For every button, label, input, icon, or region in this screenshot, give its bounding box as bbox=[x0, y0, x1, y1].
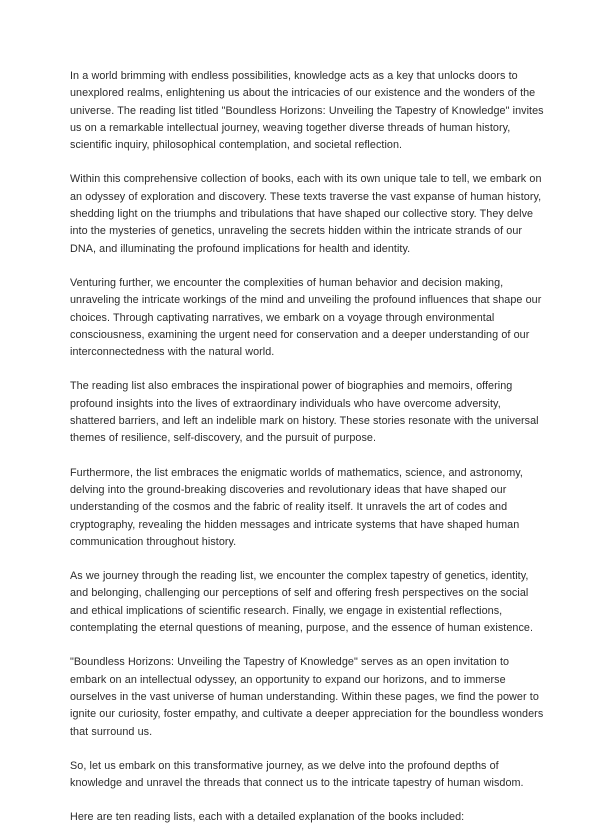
paragraph-biographies-and-memoirs: The reading list also embraces the inspirational power of biographies and memoirs, offering profound insights into the lives of extraordinary individuals who have overcome adversity, shattered barriers, and left an indelible mark on history. These stories resonate with the universal themes of resilience, self-discovery, and the pursuit of purpose. bbox=[70, 380, 539, 445]
paragraph-open-invitation: "Boundless Horizons: Unveiling the Tapestry of Knowledge" serves as an open invitation to embark on an intellectual odyssey, an opportunity to expand our horizons, and to immerse ourselves in the vast universe of human understanding. Within these pages, we find the power to ignite our curiosity, foster empathy, and cultivate a deeper appreciation for the boundless wonders that surround us. bbox=[70, 656, 544, 738]
paragraph-reading-lists-lead-in: Here are ten reading lists, each with a detailed explanation of the books included: bbox=[70, 811, 465, 824]
paragraph-transformative-journey: So, let us embark on this transformative journey, as we delve into the profound depths of knowledge and unravel the threads that connect us to the intricate tapestry of human wisdom. bbox=[70, 759, 524, 790]
paragraph-intro-knowledge-key: In a world brimming with endless possibilities, knowledge acts as a key that unlocks doors to unexplored realms, enlightening us about the intricacies of our existence and the wonders of the universe. The reading list titled "Boundless Horizons: Unveiling the Tapestry of Knowledge" invites us on a remarkable intellectual journey, weaving together diverse threads of human history, scientific inquiry, philosophical contemplation, and societal reflection. bbox=[70, 70, 544, 152]
paragraph-mathematics-science-astronomy: Furthermore, the list embraces the enigmatic worlds of mathematics, science, and astronomy, delving into the ground-breaking discoveries and revolutionary ideas that have shaped our understanding of the cosmos and the fabric of reality itself. It unravels the art of codes and cryptography, revealing the hidden messages and intricate systems that have shaped human communication throughout history. bbox=[70, 466, 523, 548]
paragraph-collection-of-books: Within this comprehensive collection of books, each with its own unique tale to tell, we embark on an odyssey of exploration and discovery. These texts traverse the vast expanse of human history, shedding light on the triumphs and tribulations that have shaped our collective story. They delve into the mysteries of genetics, unraveling the secrets hidden within the intricate strands of our DNA, and illuminating the profound implications for health and identity. bbox=[70, 173, 542, 255]
paragraph-human-behavior-environment: Venturing further, we encounter the complexities of human behavior and decision making, unraveling the intricate workings of the mind and unveiling the profound influences that shape our choices. Through captivating narratives, we embark on a voyage through environmental consciousness, examining the urgent need for conservation and a deeper understanding of our interconnectedness with the natural world. bbox=[70, 276, 542, 359]
paragraph-genetics-identity-belonging: As we journey through the reading list, we encounter the complex tapestry of genetics, identity, and belonging, challenging our perceptions of self and offering fresh perspectives on the social and ethical implications of scientific research. Finally, we engage in existential reflections, contemplating the eternal questions of meaning, purpose, and the essence of human existence. bbox=[70, 570, 534, 635]
document-text-body bbox=[70, 68, 545, 827]
